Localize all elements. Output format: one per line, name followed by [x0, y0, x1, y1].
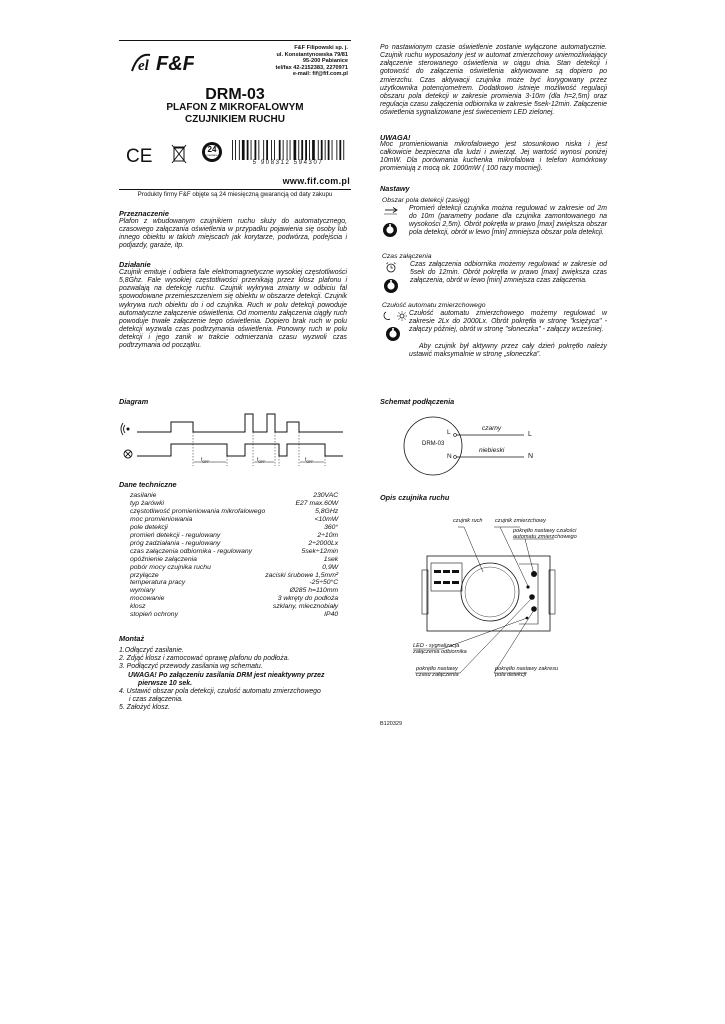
- motion-signal-icon: [121, 423, 130, 435]
- time-icons: [382, 261, 402, 297]
- barcode-bar: [274, 140, 275, 160]
- spec-label: moc promieniowania: [130, 515, 193, 523]
- spec-value: <10mW: [314, 515, 339, 523]
- spec-value: 360°: [324, 523, 339, 531]
- label-time-knob: pokrętło nastawy czasu załączenia: [416, 666, 459, 679]
- barcode: [229, 140, 347, 168]
- spec-value: 5sek÷12min: [301, 547, 339, 555]
- intro-right-text: Po nastawionym czasie oświetlenie zostanie wyłączone automatycznie. Czujnik ruchu wyposażony jest w automat zmierzchowy uniemożliwiający załączenie sterowanego oświetlenia w ciągu dnia. Stan detekcji i gotowość do załączenia oświetlenia aktywowane są dopiero po zmierzchu. Czas aktywacji czujnika może być korygowany przez użytkownika potencjometrem. Dodatkowo istnieje możliwość regulacji obszaru pola detekcji w zakresie promienia 3-10m (dla h=2,5m) oraz regulacja czasu załączenia odbiornika w zakresie 5sek-12min. Załączenie oświetlenia sygnalizowane jest świeceniem LED zielonej.: [380, 44, 607, 117]
- section-title-przeznaczenie: Przeznaczenie: [119, 209, 169, 218]
- website: www.fif.com.pl: [282, 176, 350, 186]
- spec-label: mocowanie: [130, 595, 165, 603]
- spec-label: klosz: [130, 603, 146, 611]
- section-title-diagram: Diagram: [119, 397, 149, 406]
- address-line: 95-200 Pabianice: [302, 58, 348, 64]
- section-title-dane: Dane techniczne: [119, 480, 177, 489]
- label-motion-sensor: czujnik ruch: [453, 518, 483, 524]
- spec-row: [130, 532, 338, 540]
- moon-icon: [384, 312, 390, 320]
- wire-blue-label: niebieski: [479, 447, 505, 454]
- spec-label: częstotliwość promieniowania mikrofalowego: [130, 507, 266, 515]
- spec-label: pobór mocy czujnika ruchu: [130, 563, 211, 571]
- spec-row: [130, 516, 338, 524]
- wiring-diagram: [400, 410, 550, 480]
- knob-icon: [386, 327, 400, 341]
- nastawy-text: Czułość automatu zmierzchowego możemy regulować w zakresie 2Lx do 2000Lx. Obrót pokrętła w stronę "księżyca" - załączy później, obrót w stronę "słoneczka" - załączy wcześniej.: [409, 310, 607, 333]
- device-label: DRM-03: [422, 441, 445, 447]
- spec-value: E27 max.60W: [295, 499, 339, 507]
- spec-label: temperatura pracy: [130, 579, 186, 587]
- line-L-label: L: [528, 431, 532, 438]
- knob-icon: [384, 279, 398, 293]
- svg-text:el: el: [138, 58, 149, 73]
- montaz-steps: [119, 647, 351, 713]
- range-icons: [381, 205, 401, 241]
- montaz-step: 1.Odłączyć zasilanie.: [119, 647, 184, 654]
- weee-bin-icon: [170, 143, 188, 170]
- spec-label: promień detekcji - regulowany: [130, 531, 221, 539]
- document-code: B120329: [380, 721, 403, 727]
- spec-label: próg zadziałania - regulowany: [130, 539, 221, 547]
- barcode-bar: [318, 140, 319, 160]
- logo-mark: [128, 51, 194, 73]
- spec-value: IP40: [324, 611, 339, 619]
- twilight-icons: [381, 310, 407, 346]
- spec-value: 3 wkręty do podłoża: [277, 595, 339, 603]
- spec-label: stopień ochrony: [130, 611, 178, 619]
- address-line: F&F Filipowski sp. j.: [294, 45, 348, 51]
- barcode-bar: [235, 140, 236, 160]
- spec-label: przyłącze: [130, 571, 159, 579]
- barcode-bar: [271, 140, 272, 160]
- barcode-bar: [328, 140, 330, 160]
- ce-mark: CE: [126, 146, 153, 167]
- barcode-bars: [229, 140, 347, 162]
- spec-row: [130, 556, 338, 564]
- wire-black-label: czarny: [482, 425, 502, 432]
- barcode-number: 5 908312 594307: [252, 160, 324, 166]
- spec-row: [130, 548, 338, 556]
- montaz-warning: [119, 672, 351, 688]
- line-N-label: N: [528, 453, 534, 460]
- product-subtitle: [119, 102, 351, 126]
- t-off-label: $t_{OFF}$: [201, 457, 210, 464]
- spec-row: [130, 579, 338, 587]
- barcode-bar: [294, 140, 297, 160]
- warranty-badge: [201, 141, 223, 163]
- dzialanie-text: Czujnik emituje i odbiera fale elektromagnetyczne wysokiej częstotliwości 5,8Ghz. Fale wysokiej częstotliwości przenikają przez klosz plafonu i pozwalają na detekcję ruchu. Czujnik wykrywa zmiany w odbiciu fal spowodowane przemieszczeniem się obiektu w obszarze detekcji. Czujnik wykrywa ruch obiektu do i od czujnika. Ruch w polu detekcji powoduje automatyczne załączenie oświetlenia. Od momentu załączenia ciągły ruch powoduje trwałe załączenie tego oświetlenia. Dopiero brak ruch w polu detekcji wyzwala czas podtrzymania oświetlenia. Ponowny ruch w polu detekcji i jego zanik w trakcie odmierzania czasu wyzwoli czas podtrzymania od początku.: [119, 269, 347, 350]
- barcode-bar: [305, 140, 307, 160]
- spec-value: 5,8GHz: [315, 507, 339, 515]
- spec-value: 230VAC: [313, 492, 339, 499]
- przeznaczenie-text: Plafon z wbudowanym czujnikiem ruchu służy do automatycznego, czasowego załączania oświetlenia w przypadku pojawienia się osoby lub innego obiektu w takich miejscach jak korytarze, podwórza, podejścia i podjazdy, garaże, itp.: [119, 218, 347, 250]
- spec-value: 2÷10m: [317, 531, 339, 539]
- label-led: LED - sygnalizacja załączenia odbiornika: [413, 643, 467, 656]
- barcode-bar: [251, 140, 252, 160]
- spec-row: [130, 595, 338, 603]
- t-off-label: $t_{OFF}$: [305, 457, 314, 464]
- terminal-N: N: [447, 453, 452, 460]
- spec-table: [130, 492, 338, 619]
- section-title-dzialanie: Działanie: [119, 260, 151, 269]
- address-line: e-mail: fif@fif.com.pl: [292, 71, 348, 77]
- barcode-bar: [287, 140, 288, 160]
- subtitle-line: CZUJNIKIEM RUCHU: [185, 114, 285, 125]
- barcode-bar: [325, 140, 326, 160]
- spec-value: szklany, mlecznobiały: [272, 603, 339, 611]
- barcode-bar: [232, 140, 233, 160]
- barcode-bar: [332, 140, 333, 160]
- nastawy-heading: Czułość automatu zmierzchowego: [382, 302, 486, 309]
- barcode-bar: [239, 140, 240, 160]
- spec-label: zasilanie: [130, 492, 157, 499]
- sun-icon: [397, 311, 407, 321]
- model-title: DRM-03: [205, 86, 265, 103]
- spec-row: [130, 524, 338, 532]
- spec-row: [130, 564, 338, 572]
- spec-table-wrap: [130, 492, 337, 619]
- subtitle-line: PLAFON Z MIKROFALOWYM: [166, 102, 304, 113]
- nastawy-text-extra: Aby czujnik był aktywny przez cały dzień pokrętło należy ustawić maksymalnie w stronę „słoneczka”.: [409, 343, 607, 358]
- spec-value: Ø285 h=110mm: [289, 587, 339, 595]
- spec-row: [130, 603, 338, 611]
- spec-row: [130, 587, 338, 595]
- barcode-bar: [263, 140, 264, 160]
- spec-row: [130, 611, 338, 619]
- spec-value: -25÷50°C: [309, 579, 339, 587]
- address-line: tel/fax 42-2152383, 2270971: [275, 64, 348, 71]
- terminal-L: L: [447, 429, 451, 436]
- spec-value: 1sek: [323, 555, 339, 563]
- montaz-step: i czas załączenia.: [129, 696, 184, 704]
- warranty-word: miesiące: [206, 153, 218, 157]
- clock-icon: [387, 263, 396, 273]
- logo: [128, 51, 194, 73]
- nastawy-text: Czas załączenia odbiornika możemy regulować w zakresie od 5sek do 12min. Obrót pokrętła w prawo [max] zwiększa czas załączenia, obrót w lewo [min] zmniejsza czas załączenia.: [410, 261, 607, 284]
- montaz-step: 2. Zdjąć klosz i zamocować oprawę plafonu do podłoża.: [119, 655, 290, 663]
- spec-label: opóźnienie załączenia: [130, 555, 197, 563]
- barcode-bar: [290, 140, 291, 160]
- spec-value: 2÷2000Lx: [308, 539, 339, 547]
- barcode-bar: [266, 140, 268, 160]
- section-title-schemat: Schemat podłączenia: [380, 397, 455, 406]
- barcode-bar: [283, 140, 284, 160]
- logo-text: F&F: [156, 53, 194, 73]
- warranty-months: 24: [207, 145, 217, 154]
- address-line: ul. Konstantynowska 79/81: [276, 51, 348, 58]
- montaz-warning-line: UWAGA! Po załączeniu zasilania DRM jest nieaktywny przez: [128, 671, 325, 679]
- barcode-bar: [247, 140, 249, 160]
- uwaga-text: Moc promieniowania mikrofalowego jest stosunkowo niska i jest całkowicie bezpieczna dla ludzi i zwierząt. Jej wartość wynosi poniżej 10mW. Dla porównania kuchenka mikrofalowa i telefon komórkowy promieniują z mocą ok. 1000mW ( 100 razy mocniej).: [380, 141, 607, 173]
- spec-row: [130, 500, 338, 508]
- barcode-bar: [298, 140, 299, 160]
- montaz-step: 4. Ustawić obszar pola detekcji, czułość automatu zmierzchowego: [119, 688, 321, 696]
- barcode-bar: [279, 140, 281, 160]
- knob-icon: [383, 223, 397, 237]
- range-arrow-icon: [384, 208, 397, 215]
- spec-label: czas załączenia odbiornika - regulowany: [130, 547, 253, 555]
- t-off-label: $t_{OFF}$: [257, 457, 266, 464]
- section-title-opis: Opis czujnika ruchu: [380, 493, 450, 502]
- barcode-bar: [258, 140, 259, 160]
- barcode-bar: [339, 140, 341, 160]
- nastawy-text: Promień detekcji czujnika można regulować w zakresie od 2m do 10m (parametry podane dla czujnika zamontowanego na wysokości 2,5m). Obrót pokrętła w prawo [max] zwiększa obszar pola detekcji, obrót w lewo [min] zmniejsza obszar pola detekcji.: [409, 205, 607, 236]
- barcode-bar: [309, 140, 310, 160]
- sensor-drawing: [410, 510, 577, 710]
- montaz-step: 5. Założyć klosz.: [119, 704, 170, 712]
- spec-row: [130, 540, 338, 548]
- barcode-bar: [336, 140, 337, 160]
- barcode-bar: [301, 140, 303, 160]
- spec-row: [130, 508, 338, 516]
- label-range-knob: pokrętło nastawy zakresu pola detekcji: [495, 666, 559, 679]
- nastawy-heading: Czas załączenia: [382, 253, 432, 260]
- lamp-icon: [124, 450, 132, 458]
- spec-value: zaciski śrubowe 1,5mm²: [265, 571, 339, 579]
- company-address: [242, 45, 348, 78]
- barcode-bar: [242, 140, 245, 160]
- spec-label: wymiary: [130, 587, 155, 595]
- section-title-uwaga: UWAGA!: [380, 133, 411, 142]
- nastawy-heading: Obszar pola detekcji (zasięg): [382, 197, 470, 204]
- montaz-warning-line: pierwsze 10 sek.: [138, 679, 193, 687]
- spec-value: 0,9W: [322, 563, 339, 571]
- barcode-bar: [321, 140, 323, 160]
- label-sensitivity-knob: pokrętło nastawy czułości automatu zmierzchowego: [513, 528, 577, 541]
- spec-label: pole detekcji: [130, 523, 168, 531]
- montaz-step: 3. Podłączyć przewody zasilania wg schematu.: [119, 663, 263, 671]
- spec-row: [130, 492, 338, 500]
- section-title-nastawy: Nastawy: [380, 184, 410, 193]
- barcode-bar: [312, 140, 315, 160]
- warranty-note: Produkty firmy F&F objęte są 24 miesięczną gwarancją od daty zakupu: [137, 191, 333, 198]
- barcode-bar: [343, 140, 344, 160]
- section-title-montaz: Montaż: [119, 634, 145, 643]
- timing-diagram: [119, 408, 349, 472]
- spec-label: typ żarówki: [130, 499, 164, 507]
- label-twilight-sensor: czujnik zmierzchowy: [495, 518, 546, 524]
- spec-row: [130, 572, 338, 580]
- barcode-bar: [255, 140, 257, 160]
